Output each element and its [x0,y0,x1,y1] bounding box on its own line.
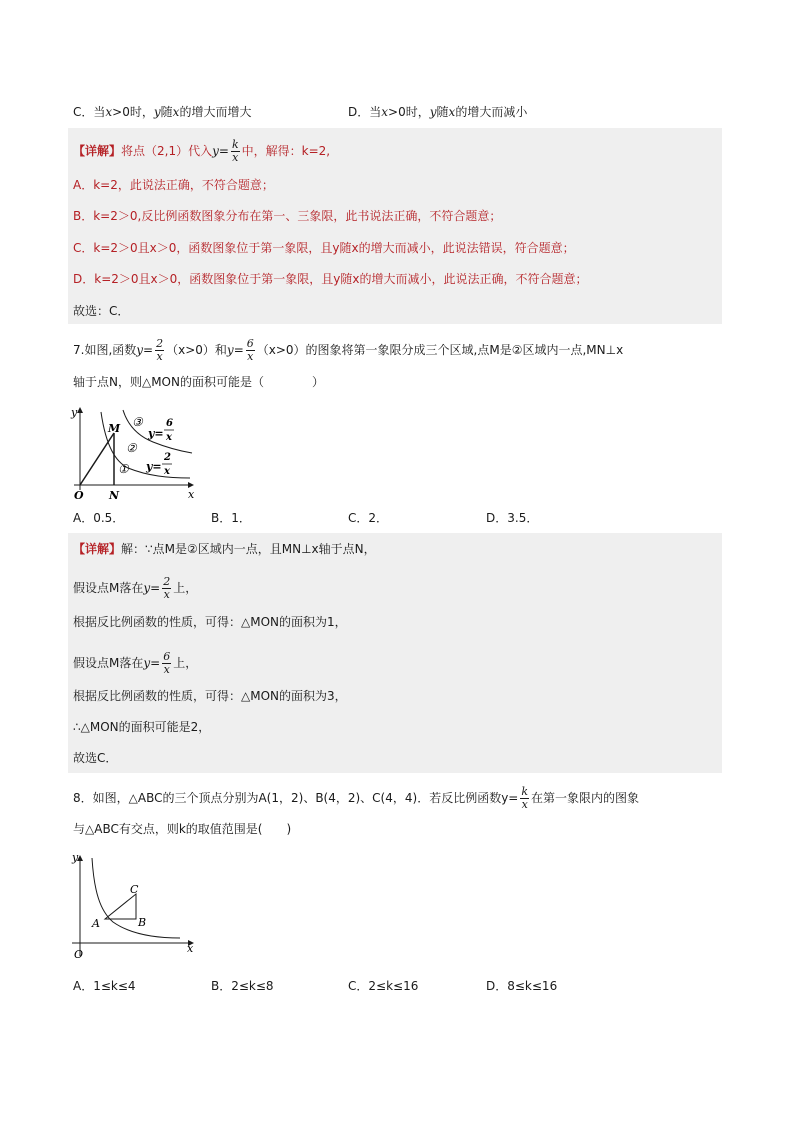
q7-stem-line2: 轴于点N，则△MON的面积可能是（ ） [73,375,324,389]
q7-curve2-lhs: y= [148,427,164,440]
q7-curve2-den: x [166,432,172,443]
q7-assume1-denominator: x [163,588,170,601]
q8-stem-line2: 与△ABC有交点，则k的取值范围是( ) [73,822,292,836]
q7-option-a: A．0.5． [73,511,125,525]
q7-assume2-numerator: 6 [163,650,171,663]
q7-assume1-var-y: y [143,581,151,595]
q7-assume1-pre: 假设点M落在 [73,581,144,595]
q7-region-2: ② [126,441,137,455]
q8-option-c: C．2≤k≤16 [348,979,419,993]
q6-option-c-var-y: y [153,105,161,119]
q6-option-d-var-x2: x [448,105,456,119]
q6-option-c-var-x2: x [172,105,180,119]
q6-detail-eq: = [218,144,229,158]
q6-option-d-cond: >0时， [388,105,430,119]
q6-detail-fraction [231,139,240,164]
q7-y-arrow [77,407,83,413]
q7-f2-numerator: 6 [246,337,254,350]
q7-result-1: 根据反比例函数的性质，可得：△MON的面积为1， [73,615,347,629]
q7-point-n-label: N [109,489,120,502]
q7-stem-line1: 7.如图,函数y= $\frac{2}{x}$ （x>0）和y= $\frac{6}{x}$ （x>0）的图象将第一象限分成三个区域,点M是②区域内一点,MN⊥x [73,337,624,363]
q6-option-c-sui: 随 [160,105,173,119]
q6-detail-denominator: x [232,151,239,164]
q7-assume2-pre: 假设点M落在 [73,656,144,670]
q8-y-label: y [72,851,79,864]
q7-detail-tag: 【详解】 [73,542,122,556]
q7-assume1-post: 上， [173,581,198,595]
q6-option-c-prefix: C．当 [73,105,106,119]
q6-detail-post: 中，解得：k=2, [241,144,331,158]
q7-segment-om [80,433,114,485]
q8-figure [68,846,208,964]
q7-choice: 故选C． [73,751,118,765]
q7-figure [68,402,208,502]
q7-assume-2: 假设点M落在y= $\frac{6}{x}$ 上， [73,650,198,676]
q8-stem-b: 在第一象限内的图象 [531,791,640,805]
q8-point-a-label: A [92,917,100,930]
q8-fraction [520,786,529,811]
q7-f1-numerator: 2 [156,337,164,350]
q7-result-2: 根据反比例函数的性质，可得：△MON的面积为3， [73,689,347,703]
q7-f1-denominator: x [156,350,163,363]
q7-curve1-lhs: y= [146,460,162,473]
q6-option-c-cond: >0时， [112,105,154,119]
q8-denominator: x [521,798,528,811]
q8-stem-a: 8．如图，△ABC的三个顶点分别为A(1，2)、B(4，2)、C(4，4)．若反比例函数y= [73,791,519,805]
q7-origin-label: O [74,489,84,502]
q8-origin-label: O [74,948,84,961]
q7-point-m-label: M [108,422,121,435]
q7-y-label: y [71,406,78,419]
q8-option-b: B．2≤k≤8 [211,979,274,993]
q6-option-c-text: 的增大而增大 [179,105,252,119]
q7-assume2-fraction [162,651,171,676]
q7-stem-a: 7.如图,函数 [73,343,137,357]
q8-triangle-abc [105,894,136,919]
q6-option-d-prefix: D．当 [348,105,382,119]
q7-conclusion: ∴△MON的面积可能是2， [73,720,211,734]
q7-assume2-denominator: x [163,663,170,676]
q8-point-b-label: B [138,916,147,929]
q8-numerator: k [521,785,529,798]
q7-stem-b: （x>0）和 [166,343,227,357]
q7-f2-var-y: y [226,343,234,357]
q8-x-label: x [187,942,194,955]
q6-option-d [348,104,527,120]
q6-detail-line-a: A．k=2，此说法正确，不符合题意； [73,178,274,192]
q7-assume2-post: 上， [173,656,198,670]
q6-detail-line-b: B．k=2＞0,反比例函数图象分布在第一、三象限，此书说法正确，不符合题意； [73,209,502,223]
q7-assume1-fraction [162,576,171,601]
q7-option-c: C．2． [348,511,389,525]
q7-curve1-den: x [164,466,170,477]
q7-f2-fraction [246,338,255,363]
q7-stem-c: （x>0）的图象将第一象限分成三个区域,点M是②区域内一点,MN⊥x [256,343,624,357]
q8-option-d: D．8≤k≤16 [486,979,558,993]
q6-detail-line-c: C．k=2＞0且x＞0，函数图象位于第一象限，且y随x的增大而减小，此说法错误，符合题意； [73,241,575,255]
q6-option-d-sui: 随 [436,105,449,119]
q6-detail-intro [73,139,330,164]
q7-x-label: x [188,488,195,501]
q6-detail-line-d: D．k=2＞0且x＞0，函数图象位于第一象限，且y随x的增大而减小，此说法正确，不符合题意； [73,272,588,286]
q6-detail-pre: 将点（2,1）代入 [121,144,213,158]
q6-option-d-var-y: y [429,105,437,119]
q7-assume1-numerator: 2 [163,575,171,588]
q7-region-3: ③ [132,415,143,429]
q6-choice: 故选：C． [73,304,130,318]
q8-stem-line1 [73,786,639,811]
q7-option-d: D．3.5． [486,511,539,525]
q6-option-d-text: 的增大而减小 [455,105,528,119]
q6-option-c [73,104,251,120]
q6-option-c-var-x: x [105,105,113,119]
q8-option-a: A．1≤k≤4 [73,979,136,993]
q7-curve1-num: 2 [164,452,171,463]
q7-region-1: ① [118,462,129,476]
q7-detail-first [73,541,376,557]
q6-detail-numerator: k [231,138,239,151]
q7-assume2-var-y: y [143,656,151,670]
q7-f2-denominator: x [247,350,254,363]
q7-option-b: B．1． [211,511,251,525]
q8-point-c-label: C [130,883,139,896]
q7-f1-fraction [155,338,164,363]
q7-curve2-num: 6 [166,418,173,429]
q6-option-d-var-x: x [381,105,389,119]
q7-detail-first-text: 解：∵点M是②区域内一点，且MN⊥x轴于点N， [121,542,376,556]
q7-assume-1: 假设点M落在y= $\frac{2}{x}$ 上， [73,575,198,601]
q7-f1-var-y: y [136,343,144,357]
q6-detail-var-y: y [212,144,219,158]
q6-detail-tag: 【详解】 [73,144,122,158]
